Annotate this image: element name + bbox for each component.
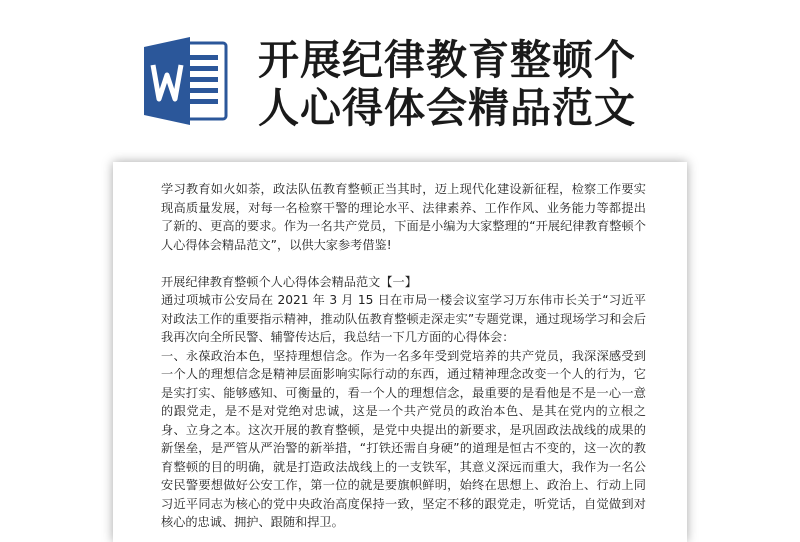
page-title [258, 36, 778, 132]
word-document-icon [144, 33, 230, 129]
body-paragraph-2: 一、永葆政治本色，坚持理想信念。作为一名多年受到党培养的共产党员，我深深感受到一个人的理想信念是精神层面影响实际行动的东西，通过精神理念改变一个人的行为，它是实打实、能够感知、可衡量的，看一个人的理想信念，最重要的是看他是不是一心一意的跟党走，是不是对党绝对忠诚，这是一个共产党员的政治本色、是其在党内的立根之身、立身之本。这次开展的教育整顿，是党中央提出的新要求，是巩固政法战线的成果的新堡垒，是严管从严治警的新举措，“打铁还需自身硬”的道理是恒古不变的，这一次的教育整顿的目的明确，就是打造政法战线上的一支铁军，其意义深远而重大，我作为一名公安民警要想做好公安工作，第一位的就是要旗帜鲜明，始终在思想上、政治上、行动上同习近平同志为核心的党中央政治高度保持一致，坚定不移的跟党走，听党话，自觉做到对核心的忠诚、拥护、跟随和捍卫。 [161, 348, 646, 529]
section-title: 开展纪律教育整顿个人心得体会精品范文【一】 [161, 274, 417, 289]
title-line-1: 开展纪律教育整顿个 [258, 36, 636, 84]
intro-paragraph: 学习教育如火如荼，政法队伍教育整顿正当其时，迈上现代化建设新征程，检察工作要实现高质量发展，对每一名检察干警的理论水平、法律素养、工作作风、业务能力等都提出了新的、更高的要求。作为一名共产党员，下面是小编为大家整理的“开展纪律教育整顿个人心得体会精品范文”，以供大家参考借鉴! [161, 182, 646, 252]
title-line-2: 人心得体会精品范文 [258, 84, 636, 132]
document-content [161, 180, 646, 532]
document-page [113, 162, 687, 542]
body-paragraph-1: 通过项城市公安局在 2021 年 3 月 15 日在市局一楼会议室学习万东伟市长关于“习近平对政法工作的重要指示精神，推动队伍教育整顿走深走实”专题党课，通过现场学习和会后我再次向全所民警、辅警传达后，我总结一下几方面的心得体会： [161, 293, 646, 344]
